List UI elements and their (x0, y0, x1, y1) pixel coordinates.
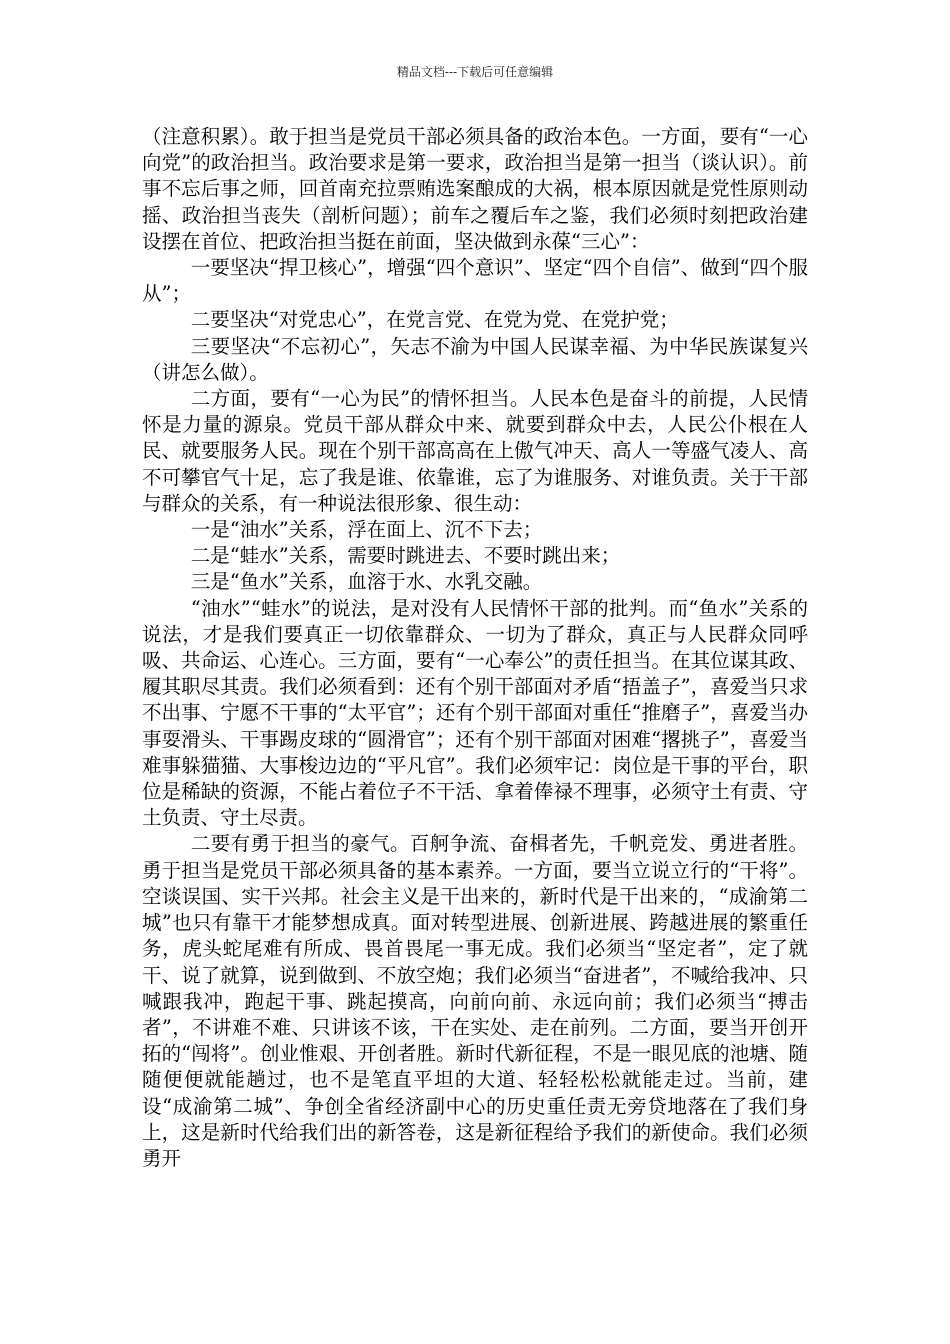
page-header: 精品文档---下载后可任意编辑 (396, 65, 554, 79)
paragraph: “油水”“蛙水”的说法，是对没有人民情怀干部的批判。而“鱼水”关系的说法，才是我们要真正一切依靠群众、一切为了群众，真正与人民群众同呼吸、共命运、心连心。三方面，要有“一心奉公”的责任担当。在其位谋其政、履其职尽其责。我们必须看到：还有个别干部面对矛盾“捂盖子”，喜爱当只求不出事、宁愿不干事的“太平官”；还有个别干部面对重任“推磨子”，喜爱当办事耍滑头、干事踢皮球的“圆滑官”；还有个别干部面对困难“撂挑子”，喜爱当难事躲猫猫、大事梭边边的“平凡官”。我们必须牢记：岗位是干事的平台，职位是稀缺的资源，不能占着位子不干活、拿着俸禄不理事，必须守土有责、守土负责、守土尽责。 (142, 596, 808, 830)
document-body (142, 124, 808, 1172)
paragraph: 一是“油水”关系，浮在面上、沉不下去； (190, 518, 543, 542)
paragraph: 二要坚决“对党忠心”，在党言党、在党为党、在党护党； (190, 308, 679, 332)
paragraph: 二是“蛙水”关系，需要时跳进去、不要时跳出来； (190, 544, 621, 568)
paragraph: 三要坚决“不忘初心”，矢志不渝为中国人民谋幸福、为中华民族谋复兴（讲怎么做）。 (142, 334, 808, 384)
paragraph: 三是“鱼水”关系，血溶于水、水乳交融。 (190, 570, 543, 594)
paragraph: 二要有勇于担当的豪气。百舸争流、奋楫者先，千帆竞发、勇进者胜。勇于担当是党员干部必须具备的基本素养。一方面，要当立说立行的“干将”。空谈误国、实干兴邦。社会主义是干出来的，新时代是干出来的，“成渝第二城”也只有靠干才能梦想成真。面对转型进展、创新进展、跨越进展的繁重任务，虎头蛇尾难有所成、畏首畏尾一事无成。我们必须当“坚定者”，定了就干、说了就算，说到做到、不放空炮；我们必须当“奋进者”，不喊给我冲、只喊跟我冲，跑起干事、跳起摸高，向前向前、永远向前；我们必须当“搏击者”，不讲难不难、只讲该不该，干在实处、走在前列。二方面，要当开创开拓的“闯将”。创业惟艰、开创者胜。新时代新征程，不是一眼见底的池塘、随随便便就能趟过，也不是笔直平坦的大道、轻轻松松就能走过。当前，建设“成渝第二城”、争创全省经济副中心的历史重任责无旁贷地落在了我们身上，这是新时代给我们出的新答卷，这是新征程给予我们的新使命。我们必须勇开 (142, 832, 808, 1170)
paragraph: （注意积累）。敢于担当是党员干部必须具备的政治本色。一方面，要有“一心向党”的政治担当。政治要求是第一要求，政治担当是第一担当（谈认识）。前事不忘后事之师，回首南充拉票贿选案酿成的大祸，根本原因就是党性原则动摇、政治担当丧失（剖析问题）；前车之覆后车之鉴，我们必须时刻把政治建设摆在首位、把政治担当挺在前面，坚决做到永葆“三心”： (142, 125, 808, 253)
paragraph: 一要坚决“捍卫核心”，增强“四个意识”、坚定“四个自信”、做到“四个服从”； (142, 256, 808, 306)
paragraph: 二方面，要有“一心为民”的情怀担当。人民本色是奋斗的前提，人民情怀是力量的源泉。党员干部从群众中来、就要到群众中去，人民公仆根在人民、就要服务人民。现在个别干部高高在上傲气冲天、高人一等盛气凌人、高不可攀官气十足，忘了我是谁、依靠谁，忘了为谁服务、对谁负责。关于干部与群众的关系，有一种说法很形象、很生动： (142, 387, 808, 515)
